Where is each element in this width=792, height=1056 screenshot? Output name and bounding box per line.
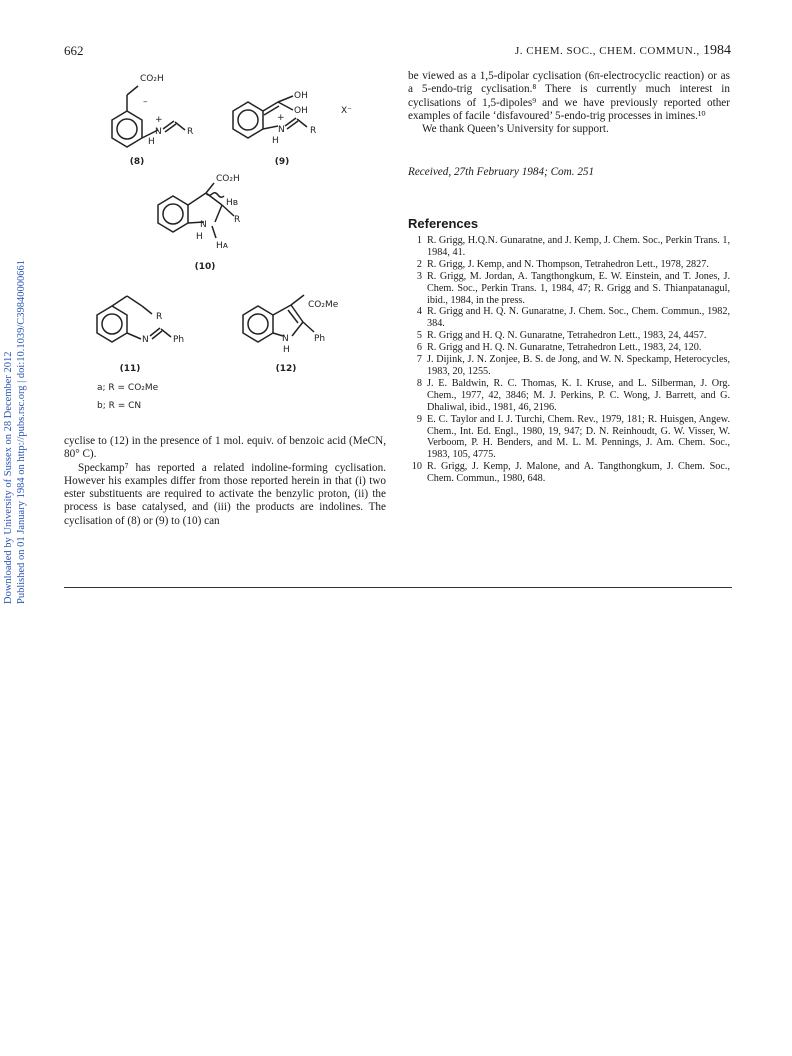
reference-item: 10 R. Grigg, J. Kemp, J. Malone, and A. Tangthongkum, J. Chem. Soc., Chem. Commun., 1980, 648.	[411, 461, 730, 485]
acknowledgement: We thank Queen’s University for support.	[422, 123, 609, 136]
structure-8	[112, 74, 193, 167]
right-paragraph-1: be viewed as a 1,5-dipolar cyclisation (6π-electrocyclic reaction) or as a 5-endo-trig cyclisation.⁸ There is currently much interest in cyclisations of 1,5-dipoles⁹ and we have previously reported other examples of facile ‘disfavoured’ 5-endo-trig processes in imines.¹⁰	[408, 70, 730, 122]
s12-ester-label: CO₂Me	[308, 300, 339, 310]
s9-nitrogen: N	[278, 125, 285, 135]
s10-r-group: R	[234, 215, 241, 225]
structure-11	[97, 296, 184, 374]
s9-plus-sign: +	[277, 113, 285, 123]
references-heading: References	[408, 216, 479, 231]
s11-phenyl: Ph	[173, 335, 185, 345]
s12-nitrogen: N	[282, 334, 289, 344]
bottom-rule	[64, 587, 732, 588]
left-paragraph-1: cyclise to (12) in the presence of 1 mol. equiv. of benzoic acid (MeCN, 80° C).	[64, 435, 386, 461]
reference-item: 7 J. Dijink, J. N. Zonjee, B. S. de Jong, and W. N. Speckamp, Heterocycles, 1983, 20, 1255.	[416, 354, 730, 377]
s8-hydrogen: H	[148, 137, 155, 147]
journal-name: J. CHEM. SOC., CHEM. COMMUN.,	[515, 45, 700, 57]
s12-nh-hydrogen: H	[283, 345, 290, 355]
reference-item: 2 R. Grigg, J. Kemp, and N. Thompson, Tetrahedron Lett., 1978, 2827.	[416, 258, 709, 270]
s10-nh-hydrogen: H	[196, 232, 203, 242]
reference-item: 1 R. Grigg, H.Q.N. Gunaratne, and J. Kemp, J. Chem. Soc., Perkin Trans. 1, 1984, 41.	[416, 235, 730, 258]
reference-item: 4 R. Grigg and H. Q. N. Gunaratne, J. Chem. Soc., Chem. Commun., 1982, 384.	[416, 306, 730, 330]
structure-12	[243, 295, 339, 374]
s8-carbanion-sign: –	[143, 97, 148, 107]
substituent-b: b; R = CN	[97, 401, 142, 411]
s9-hydroxyl-2: OH	[294, 106, 308, 116]
s10-hydrogen-a: Hᴀ	[216, 241, 229, 251]
structure-8-label: (8)	[129, 157, 145, 167]
s11-nitrogen: N	[142, 335, 149, 345]
publication-note[interactable]: Published on 01 January 1984 on http://pubs.rsc.org | doi:10.1039/C39840000661	[16, 259, 27, 604]
s9-counterion: X⁻	[341, 106, 352, 116]
structure-10-label: (10)	[194, 262, 216, 272]
right-column	[408, 70, 730, 136]
left-column	[64, 435, 386, 528]
substituent-a: a; R = CO₂Me	[97, 383, 159, 393]
reference-item: 6 R. Grigg and H. Q. N. Gunaratne, Tetrahedron Lett., 1983, 24, 120.	[416, 342, 702, 354]
s8-nitrogen: N	[155, 127, 162, 137]
s10-hydrogen-b: Hʙ	[226, 198, 238, 208]
reference-item: 9 E. C. Taylor and I. J. Turchi, Chem. Rev., 1979, 181; R. Huisgen, Angew. Chem., Int. Ed. Engl., 1980, 19, 947; D. N. Reinhoudt, G. W. Visser, W. Verboom, P. H. Benders, and M. L. M. Pennings, J. Am. Chem. Soc., 1983, 105, 4775.	[416, 413, 730, 461]
s9-r-group: R	[310, 126, 317, 136]
s9-hydroxyl-1: OH	[294, 91, 308, 101]
received-date: Received, 27th February 1984; Com. 251	[408, 166, 595, 178]
reference-item: 5 R. Grigg and H. Q. N. Gunaratne, Tetrahedron Lett., 1983, 24, 4457.	[416, 330, 707, 342]
reference-list	[408, 235, 730, 485]
journal-year: 1984	[702, 43, 731, 58]
structure-11-label: (11)	[119, 364, 141, 374]
structure-9	[233, 91, 352, 167]
s12-phenyl: Ph	[314, 334, 326, 344]
download-note[interactable]: Downloaded by University of Sussex on 28 December 2012	[3, 351, 14, 604]
s10-nitrogen: N	[200, 220, 207, 230]
chemical-structures-figure	[0, 0, 400, 430]
s9-hydrogen: H	[272, 136, 279, 146]
s11-r-group: R	[156, 312, 163, 322]
reference-item: 3 R. Grigg, M. Jordan, A. Tangthongkum, E. W. Einstein, and T. Jones, J. Chem. Soc., Perkin Trans. 1, 1984, 47; R. Grigg and S. Thianpatanagul, ibid., 1984, in the press.	[416, 270, 730, 306]
s8-r-group: R	[187, 127, 194, 137]
page-number: 662	[64, 43, 84, 58]
structure-10	[158, 174, 240, 272]
s8-carboxyl-label: CO₂H	[140, 74, 164, 84]
reference-item: 8 J. E. Baldwin, R. C. Thomas, K. I. Kruse, and L. Silberman, J. Org. Chem., 1977, 42, 3846; M. J. Perkins, P. C. Wong, J. Barrett, and G. Dhaliwal, ibid., 1981, 46, 2196.	[416, 377, 730, 413]
s10-carboxyl-label: CO₂H	[216, 174, 240, 184]
structure-12-label: (12)	[275, 364, 297, 374]
left-paragraph-2: Speckamp⁷ has reported a related indoline-forming cyclisation. However his examples differ from those reported herein in that (i) two ester substituents are required to activate the benzylic proton, (ii) the process is base catalysed, and (iii) the products are indolines. The cyclisation of (8) or (9) to (10) can	[64, 461, 386, 527]
structure-9-label: (9)	[274, 157, 290, 167]
running-head	[515, 43, 731, 59]
s8-plus-sign: +	[155, 115, 163, 125]
